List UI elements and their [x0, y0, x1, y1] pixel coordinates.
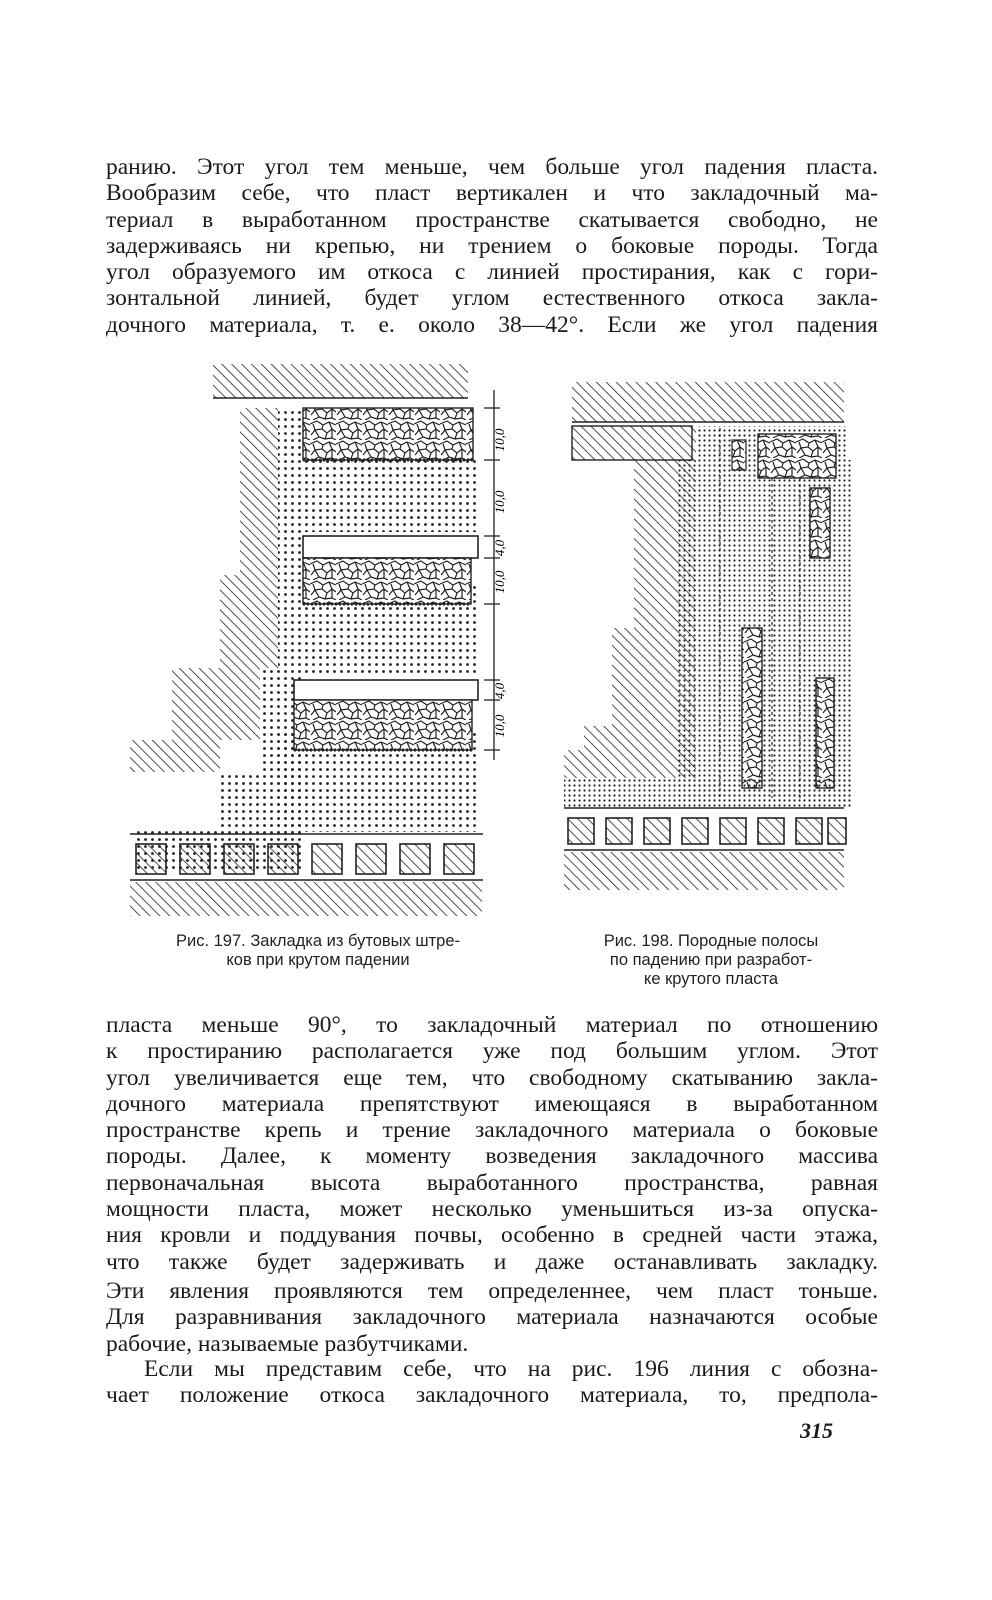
- dimension-label: 4,0: [492, 682, 507, 700]
- text-line: териал в выработанном пространстве скатывается свободно, не: [106, 206, 878, 233]
- paragraph-top: [106, 154, 878, 338]
- text-line: ранию. Этот угол тем меньше, чем больше угол падения пласта.: [106, 154, 878, 180]
- caption-line: Рис. 197. Закладка из бутовых штре-: [175, 932, 460, 950]
- dimension-label: 10,0: [492, 570, 507, 594]
- figure-198-caption: [566, 932, 856, 989]
- dimension-label: 4,0: [492, 539, 507, 557]
- text-line: породы. Далее, к моменту возведения закладочного массива: [106, 1143, 878, 1170]
- text-line: мощности пласта, может несколько уменьшиться из-за опуска-: [106, 1196, 878, 1223]
- figure-197-caption: [128, 932, 508, 970]
- figure-197-drawing: [128, 360, 508, 920]
- dimension-label: 10,0: [492, 428, 507, 452]
- text-line: к простиранию располагается уже под большим углом. Этот: [106, 1038, 878, 1065]
- figure-198-drawing: [562, 378, 852, 898]
- text-line: рабочие, называемые разбутчиками.: [106, 1330, 469, 1357]
- text-line: дочного материала препятствуют имеющаяся в выработанном: [106, 1090, 878, 1117]
- page-number: 315: [800, 1418, 833, 1443]
- text-line: пространстве крепь и трение закладочного материала о боковые: [106, 1117, 878, 1144]
- text-line: Для разравнивания закладочного материала назначаются особые: [106, 1304, 878, 1331]
- text-line: что также будет задерживать и даже останавливать закладку.: [106, 1248, 878, 1275]
- text-line: угол образуемого им откоса с линией простирания, как с гори-: [106, 259, 878, 286]
- caption-line: Рис. 198. Породные полосы: [603, 932, 819, 950]
- text-line: дочного материала, т. е. около 38—42°. Если же угол падения: [106, 311, 878, 338]
- pillar-row: [136, 844, 474, 874]
- text-line: ния кровли и поддувания почвы, особенно в средней части этажа,: [106, 1222, 878, 1249]
- text-line: Вообразим себе, что пласт вертикален и что закладочный ма-: [106, 180, 878, 207]
- dimension-label: 10,0: [492, 490, 507, 514]
- paragraph-last: [106, 1356, 878, 1409]
- text-line: Если мы представим себе, что на рис. 196 линия с обозна-: [144, 1356, 878, 1382]
- caption-line: ке крутого пласта: [643, 970, 779, 988]
- text-line: пласта меньше 90°, то закладочный материал по отношению: [106, 1012, 878, 1038]
- caption-line: ков при крутом падении: [226, 951, 410, 969]
- text-line: задерживаясь ни крепью, ни трением о боковые породы. Тогда: [106, 232, 878, 259]
- paragraph-razbut: [106, 1278, 878, 1357]
- text-line: Эти явления проявляются тем определеннее, чем пласт тоньше.: [106, 1278, 878, 1304]
- pillar-row: [568, 818, 846, 844]
- caption-line: по падению при разработ-: [609, 951, 813, 969]
- text-line: зонтальной линией, будет углом естественного откоса закла-: [106, 285, 878, 312]
- dimension-label: 10,0: [492, 714, 507, 738]
- text-line: угол увеличивается еще тем, что свободному скатыванию закла-: [106, 1064, 878, 1091]
- text-line: первоначальная высота выработанного пространства, равная: [106, 1169, 878, 1196]
- paragraph-middle: [106, 1012, 878, 1275]
- text-line: чает положение откоса закладочного материала, то, предпола-: [106, 1382, 878, 1409]
